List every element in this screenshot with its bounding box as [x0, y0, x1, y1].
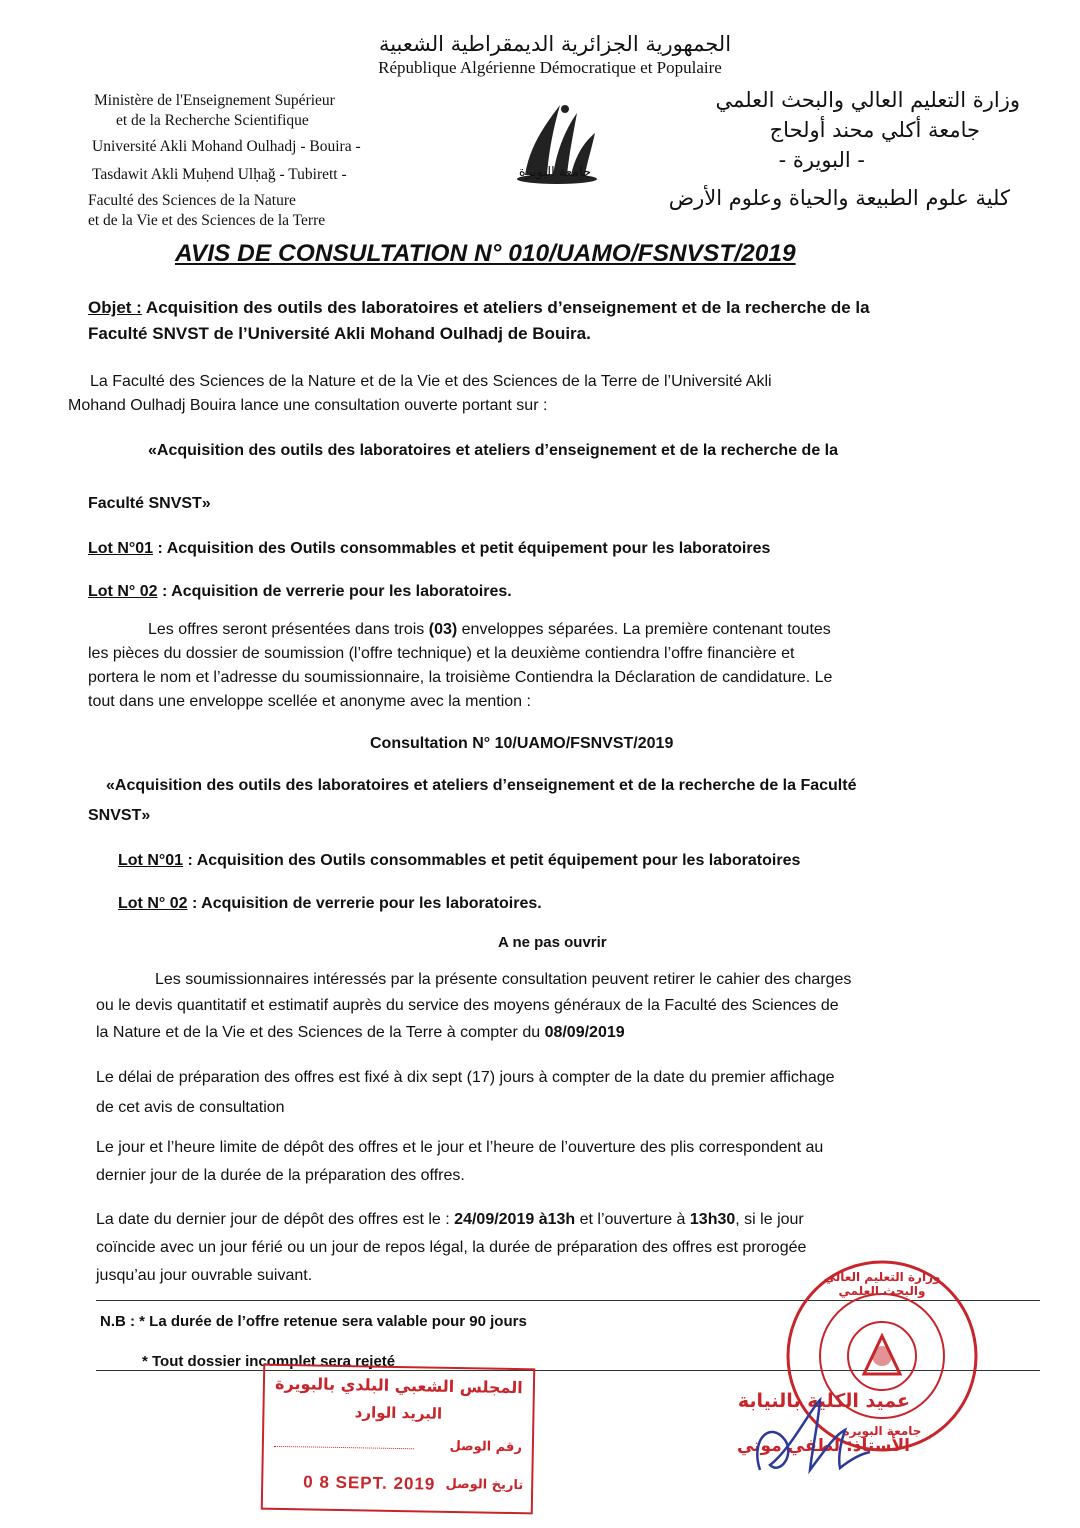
consultation-reference: Consultation N° 10/UAMO/FSNVST/2019	[370, 735, 674, 752]
limite-line-1: Le jour et l’heure limite de dépôt des offres et le jour et l’heure de l’ouverture des plis correspondent au	[96, 1139, 824, 1156]
acquisition-line-2: Faculté SNVST»	[88, 495, 211, 512]
university-fr: Université Akli Mohand Oulhadj - Bouira -	[92, 138, 361, 155]
date-depot-text-e: , si le jour	[735, 1211, 804, 1228]
date-depot-text-c: et l’ouverture à	[575, 1211, 690, 1228]
date-depot-line-3: jusqu’au jour ouvrable suivant.	[96, 1267, 313, 1284]
date-depot-deadline: 24/09/2019 à13h	[454, 1211, 576, 1228]
handwritten-signature	[740, 1380, 880, 1490]
intro-line-1: La Faculté des Sciences de la Nature et de la Vie et des Sciences de la Terre de l’Université Akli	[90, 373, 772, 390]
logo-caption: جامعة البويرة	[518, 165, 592, 180]
lot2-line	[88, 580, 512, 604]
offres-text-a: Les offres seront présentées dans trois	[148, 621, 429, 638]
signature-scribble-icon	[740, 1380, 880, 1490]
lot2-label: Lot N° 02	[88, 583, 158, 600]
ne-pas-ouvrir: A ne pas ouvrir	[498, 934, 607, 951]
stamp-rect-line-4: تاريخ الوصل	[445, 1476, 524, 1494]
date-depot-text-a: La date du dernier jour de dépôt des offres est le :	[96, 1211, 455, 1228]
signature-title: عميد الكلية بالنيابة	[737, 1390, 910, 1412]
city-ar: - البويرة -	[778, 148, 865, 172]
stamp-rect-line-3: رقم الوصل	[449, 1438, 522, 1456]
objet-text-1: Acquisition des outils des laboratoires et ateliers d’enseignement et de la recherche de la	[141, 298, 870, 317]
objet-line-1	[88, 296, 870, 320]
faculty-fr-2: et de la Vie et des Sciences de la Terre	[88, 212, 326, 229]
university-logo	[505, 95, 605, 195]
retrait-line-2: ou le devis quantitatif et estimatif auprès du service des moyens généraux de la Faculté des Sciences de	[96, 997, 839, 1014]
round-stamp-inner-text: جامعة البويرة	[842, 1424, 922, 1438]
lot1-label: Lot N°01	[88, 540, 154, 557]
stamp-rect-line-2: البريد الوارد	[354, 1403, 443, 1423]
lot1-mention-line	[118, 849, 800, 873]
lot1-mention-text: : Acquisition des Outils consommables et petit équipement pour les laboratoires	[183, 852, 801, 869]
delai-line-2: de cet avis de consultation	[96, 1099, 285, 1116]
acquisition2-line-2: SNVST»	[88, 807, 151, 824]
faculty-fr: Faculté des Sciences de la Nature	[88, 192, 296, 209]
arabic-republic-title: الجمهورية الجزائرية الديمقراطية الشعبية	[378, 32, 732, 56]
signature-name: الأستاذ: لطفي موتي	[736, 1436, 910, 1456]
date-depot-opening: 13h30	[689, 1211, 736, 1228]
retrait-line-3	[96, 1021, 625, 1045]
nb-line-1: N.B : * La durée de l’offre retenue sera valable pour 90 jours	[100, 1313, 527, 1330]
objet-line-2: Faculté SNVST de l’Université Akli Mohand Oulhadj de Bouira.	[88, 324, 591, 343]
retrait-date: 08/09/2019	[544, 1024, 625, 1041]
stamp-dotted-line-1	[274, 1446, 414, 1449]
stamp-rect-date: 0 8 SEPT. 2019	[303, 1472, 436, 1494]
date-depot-line-2: coïncide avec un jour férié ou un jour de repos légal, la durée de préparation des offres est prorogée	[96, 1239, 807, 1256]
offres-text-c: enveloppes séparées. La première contenant toutes	[457, 621, 831, 638]
university-ar: جامعة أكلي محند أولحاج	[769, 118, 980, 142]
ministry-ar: وزارة التعليم العالي والبحث العلمي	[715, 88, 1020, 112]
offres-line-3: portera le nom et l’adresse du soumissionnaire, la troisième Contiendra la Déclaration de candidature. Le	[88, 669, 833, 686]
lot2-text: : Acquisition de verrerie pour les laboratoires.	[157, 583, 512, 600]
lot2-mention-label: Lot N° 02	[118, 895, 188, 912]
ministry-fr: Ministère de l'Enseignement Supérieur	[94, 92, 335, 109]
delai-line-1: Le délai de préparation des offres est fixé à dix sept (17) jours à compter de la date du premier affichage	[96, 1069, 835, 1086]
lot2-mention-line	[118, 892, 542, 916]
french-republic-title: République Algérienne Démocratique et Populaire	[378, 58, 722, 77]
lot1-line	[88, 537, 770, 561]
university-logo-icon	[505, 95, 605, 195]
reception-stamp	[261, 1364, 536, 1515]
offres-count: (03)	[428, 621, 458, 638]
limite-line-2: dernier jour de la durée de la préparation des offres.	[96, 1167, 465, 1184]
document-title: AVIS DE CONSULTATION N° 010/UAMO/FSNVST/2019	[175, 240, 796, 267]
date-depot-line-1	[96, 1208, 804, 1232]
offres-line-1	[148, 618, 831, 642]
offres-line-2: les pièces du dossier de soumission (l’offre technique) et la deuxième contiendra l’offre financière et	[88, 645, 795, 662]
lot2-mention-text: : Acquisition de verrerie pour les laboratoires.	[187, 895, 542, 912]
stamp-rect-line-1: المجلس الشعبي البلدي بالبويرة	[274, 1373, 523, 1398]
offres-line-4: tout dans une enveloppe scellée et anonyme avec la mention :	[88, 693, 531, 710]
nb-line-2: * Tout dossier incomplet sera rejeté	[142, 1353, 396, 1370]
intro-line-2: Mohand Oulhadj Bouira lance une consultation ouverte portant sur :	[68, 397, 548, 414]
ministry-fr-2: et de la Recherche Scientifique	[116, 112, 309, 129]
university-kab: Tasdawit Akli Muḥend Ulḥağ - Tubirett -	[92, 166, 347, 183]
faculty-ar: كلية علوم الطبيعة والحياة وعلوم الأرض	[668, 186, 1010, 210]
lot1-mention-label: Lot N°01	[118, 852, 184, 869]
acquisition-line-1: «Acquisition des outils des laboratoires et ateliers d’enseignement et de la recherche de la	[148, 442, 839, 459]
retrait-line-1: Les soumissionnaires intéressés par la présente consultation peuvent retirer le cahier des charges	[155, 971, 852, 988]
objet-label: Objet :	[88, 298, 142, 317]
lot1-text: : Acquisition des Outils consommables et petit équipement pour les laboratoires	[153, 540, 771, 557]
retrait-text: la Nature et de la Vie et des Sciences de la Terre à compter du	[96, 1024, 545, 1041]
acquisition2-line-1: «Acquisition des outils des laboratoires et ateliers d’enseignement et de la recherche de la Faculté	[106, 777, 857, 794]
round-stamp-outer-text: وزارة التعليم العالي والبحث العلمي	[823, 1270, 941, 1298]
